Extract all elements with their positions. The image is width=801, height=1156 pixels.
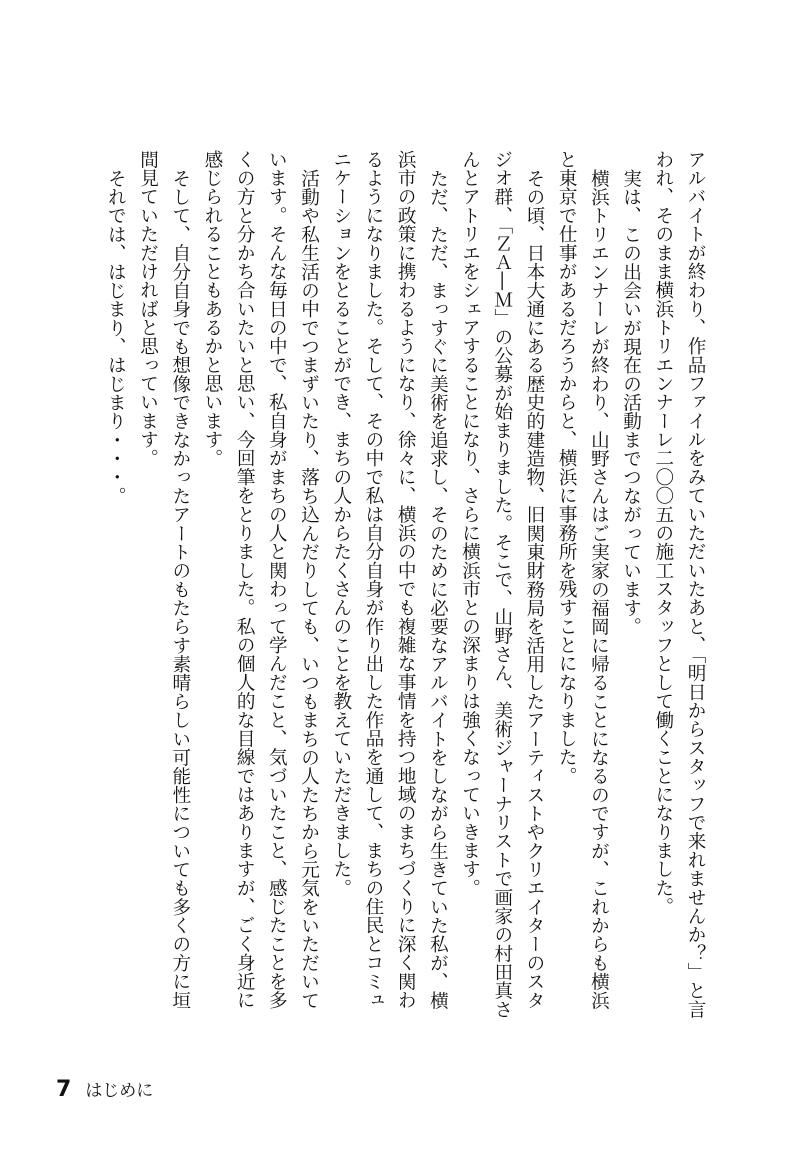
paragraph-8: それでは、はじまり、はじまり・・・。 [105,168,127,505]
paragraph-4: その頃、日本大通にある歴史的建造物、旧関東財務局を活用したアーティストやクリエイターのスタジオ群、「ＺＡ―Ｍ」の公募が始まりました。そこで、山野さん、美術ジャーナリストで画家の村田真さんとアトリエをシェアすることになり、さらに横浜市との深まりは強くなっていきます。 [459,150,545,1019]
page-number: 7 [56,1077,72,1102]
paragraph-1: アルバイトが終わり、作品ファイルをみていただいたあと、「明日からスタッフで来れませんか？」と言われ、そのまま横浜トリエンナーレ二〇〇五の施工スタッフとして働くことになりました。 [652,150,706,1019]
body-text [91,150,711,1020]
paragraph-2: 実は、この出会いが現在の活動までつながっています。 [620,168,642,636]
section-title: はじめに [85,1081,154,1101]
paragraph-3: 横浜トリエンナーレが終わり、山野さんはご実家の福岡に帰ることになるのですが、これからも横浜と東京で仕事があるだろうからと、横浜に事務所を残すことになりました。 [556,150,610,1010]
paragraph-5: ただ、ただ、まっすぐに美術を追求し、そのために必要なアルバイトをしながら生きていた私が、横浜市の政策に携わるようになり、徐々に、横浜の中でも複雑な事情を持つ地域のまちづくりに深く関わるようになりました。そして、その中で私は自分自身が作り出した作品を通して、まちの住民とコミュニケーションをとることができ、まちの人からたくさんのことを教えていただきました。 [330,150,449,1010]
paragraph-7: そして、自分自身でも想像できなかったアートのもたらす素晴らしい可能性についても多くの方に垣間見ていただければと思っています。 [137,150,191,1010]
page-footer [56,1076,153,1104]
paragraph-6: 活動や私生活の中でつまずいたり、落ち込んだりしても、いつもまちの人たちから元気をいただいています。そんな毎日の中で、私自身がまちの人と関わって学んだこと、気づいたこと、感じたことを多くの方と分かち合いたいと思い、今回筆をとりました。私の個人的な目線ではありますが、ごく身近に感じられることもあるかと思います。 [201,150,320,1010]
